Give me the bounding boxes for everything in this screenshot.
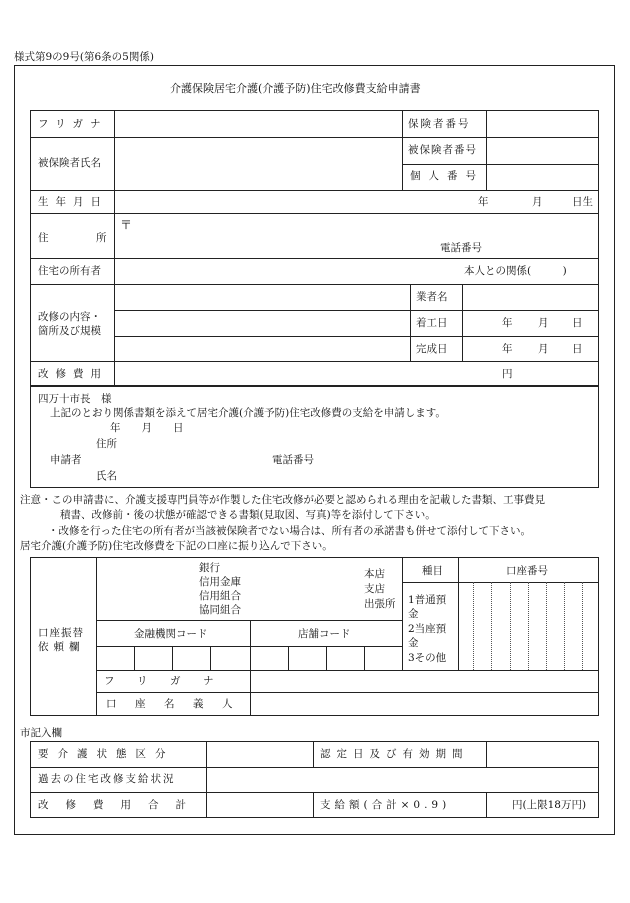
account-transfer-label-1: 口座振替 bbox=[38, 627, 84, 639]
institution-type-credit-union: 信用組合 bbox=[199, 590, 241, 602]
postal-mark: 〒 bbox=[120, 218, 133, 232]
payment-amount-label: 支給額(合計×0.9) bbox=[320, 799, 451, 811]
transfer-instruction: 居宅介護(介護予防)住宅改修費を下記の口座に振り込んで下さい。 bbox=[20, 540, 333, 552]
note-1-line-2: 積書、改修前・後の状態が確認できる書類(見取図、写真)等を添付して下さい。 bbox=[60, 509, 436, 521]
personal-number-label: 個人番号 bbox=[410, 170, 484, 182]
institution-code-label: 金融機関コード bbox=[134, 628, 208, 640]
branch-code-label: 店舗コード bbox=[298, 628, 351, 640]
institution-type-bank: 銀行 bbox=[199, 562, 220, 574]
applicant-phone-label: 電話番号 bbox=[272, 454, 314, 466]
cost-label: 改修費用 bbox=[38, 368, 108, 380]
start-date-label: 着工日 bbox=[416, 317, 448, 329]
account-kind-1: 1普通預 bbox=[408, 594, 447, 606]
branch-type-branch: 支店 bbox=[364, 583, 385, 595]
account-kind-2: 2当座預 bbox=[408, 623, 447, 635]
completion-date-label: 完成日 bbox=[416, 343, 448, 355]
birth-year-label: 年 bbox=[478, 196, 489, 208]
start-year-label: 年 bbox=[502, 317, 513, 329]
account-type-label: 種目 bbox=[422, 565, 443, 577]
account-holder-label: 口 座 名 義 人 bbox=[106, 698, 237, 710]
payment-limit-label: 円(上限18万円) bbox=[512, 799, 587, 811]
birth-day-label: 日生 bbox=[572, 196, 593, 208]
past-payment-label: 過去の住宅改修支給状況 bbox=[38, 773, 176, 785]
completion-day-label: 日 bbox=[572, 343, 583, 355]
owner-label: 住宅の所有者 bbox=[38, 265, 101, 277]
contractor-label: 業者名 bbox=[416, 291, 448, 303]
applicant-address-label: 住所 bbox=[96, 438, 117, 450]
application-statement: 上記のとおり関係書類を添えて居宅介護(介護予防)住宅改修費の支給を申請します。 bbox=[50, 407, 446, 419]
address-label-2: 所 bbox=[96, 232, 107, 244]
branch-type-head: 本店 bbox=[364, 568, 385, 580]
completion-month-label: 月 bbox=[538, 343, 549, 355]
certification-date-label: 認定日及び有効期間 bbox=[320, 748, 469, 760]
account-kind-3: 3その他 bbox=[408, 652, 447, 664]
completion-year-label: 年 bbox=[502, 343, 513, 355]
care-level-label: 要介護状態区分 bbox=[38, 748, 175, 760]
renovation-content-label-2: 箇所及び規模 bbox=[38, 325, 101, 337]
furigana-label: フリガナ bbox=[38, 118, 108, 130]
start-day-label: 日 bbox=[572, 317, 583, 329]
furigana-account-label: フ リ ガ ナ bbox=[104, 675, 220, 687]
addressee: 四万十市長 様 bbox=[38, 393, 112, 405]
note-2: ・改修を行った住宅の所有者が当該被保険者でない場合は、所有者の承諾書も併せて添付して下さい。 bbox=[48, 525, 531, 537]
account-kind-1b: 金 bbox=[408, 608, 419, 620]
applicant-label: 申請者 bbox=[50, 454, 82, 466]
branch-type-office: 出張所 bbox=[364, 598, 396, 610]
institution-type-shinkin: 信用金庫 bbox=[199, 576, 241, 588]
city-section-label: 市記入欄 bbox=[20, 727, 62, 739]
note-1-line-1: 注意・この申請書に、介護支援専門員等が作製した住宅改修が必要と認められる理由を記載した書類、工事費見 bbox=[20, 494, 545, 506]
account-transfer-label-2: 依頼欄 bbox=[38, 641, 85, 653]
birth-month-label: 月 bbox=[532, 196, 543, 208]
page-title: 介護保険居宅介護(介護予防)住宅改修費支給申請書 bbox=[170, 82, 421, 95]
renovation-content-label-1: 改修の内容・ bbox=[38, 311, 101, 323]
start-month-label: 月 bbox=[538, 317, 549, 329]
insured-person-number-label: 被保険者番号 bbox=[408, 144, 477, 156]
account-number-label: 口座番号 bbox=[506, 565, 548, 577]
applicant-name-label: 氏名 bbox=[96, 470, 117, 482]
insured-name-label: 被保険者氏名 bbox=[38, 157, 101, 169]
account-kind-2b: 金 bbox=[408, 637, 419, 649]
total-cost-label: 改修費用合計 bbox=[38, 799, 203, 811]
address-label-1: 住 bbox=[38, 232, 49, 244]
application-date: 年 月 日 bbox=[110, 422, 184, 434]
application-table bbox=[30, 110, 599, 386]
cost-yen-label: 円 bbox=[502, 368, 513, 380]
birth-date-label: 生年月日 bbox=[38, 196, 108, 208]
phone-number-label: 電話番号 bbox=[440, 242, 482, 254]
relation-label: 本人との関係( ) bbox=[464, 265, 567, 277]
institution-type-cooperative: 協同組合 bbox=[199, 604, 241, 616]
insurer-number-label: 保険者番号 bbox=[408, 118, 471, 130]
form-id: 様式第9の9号(第6条の5関係) bbox=[14, 51, 154, 63]
